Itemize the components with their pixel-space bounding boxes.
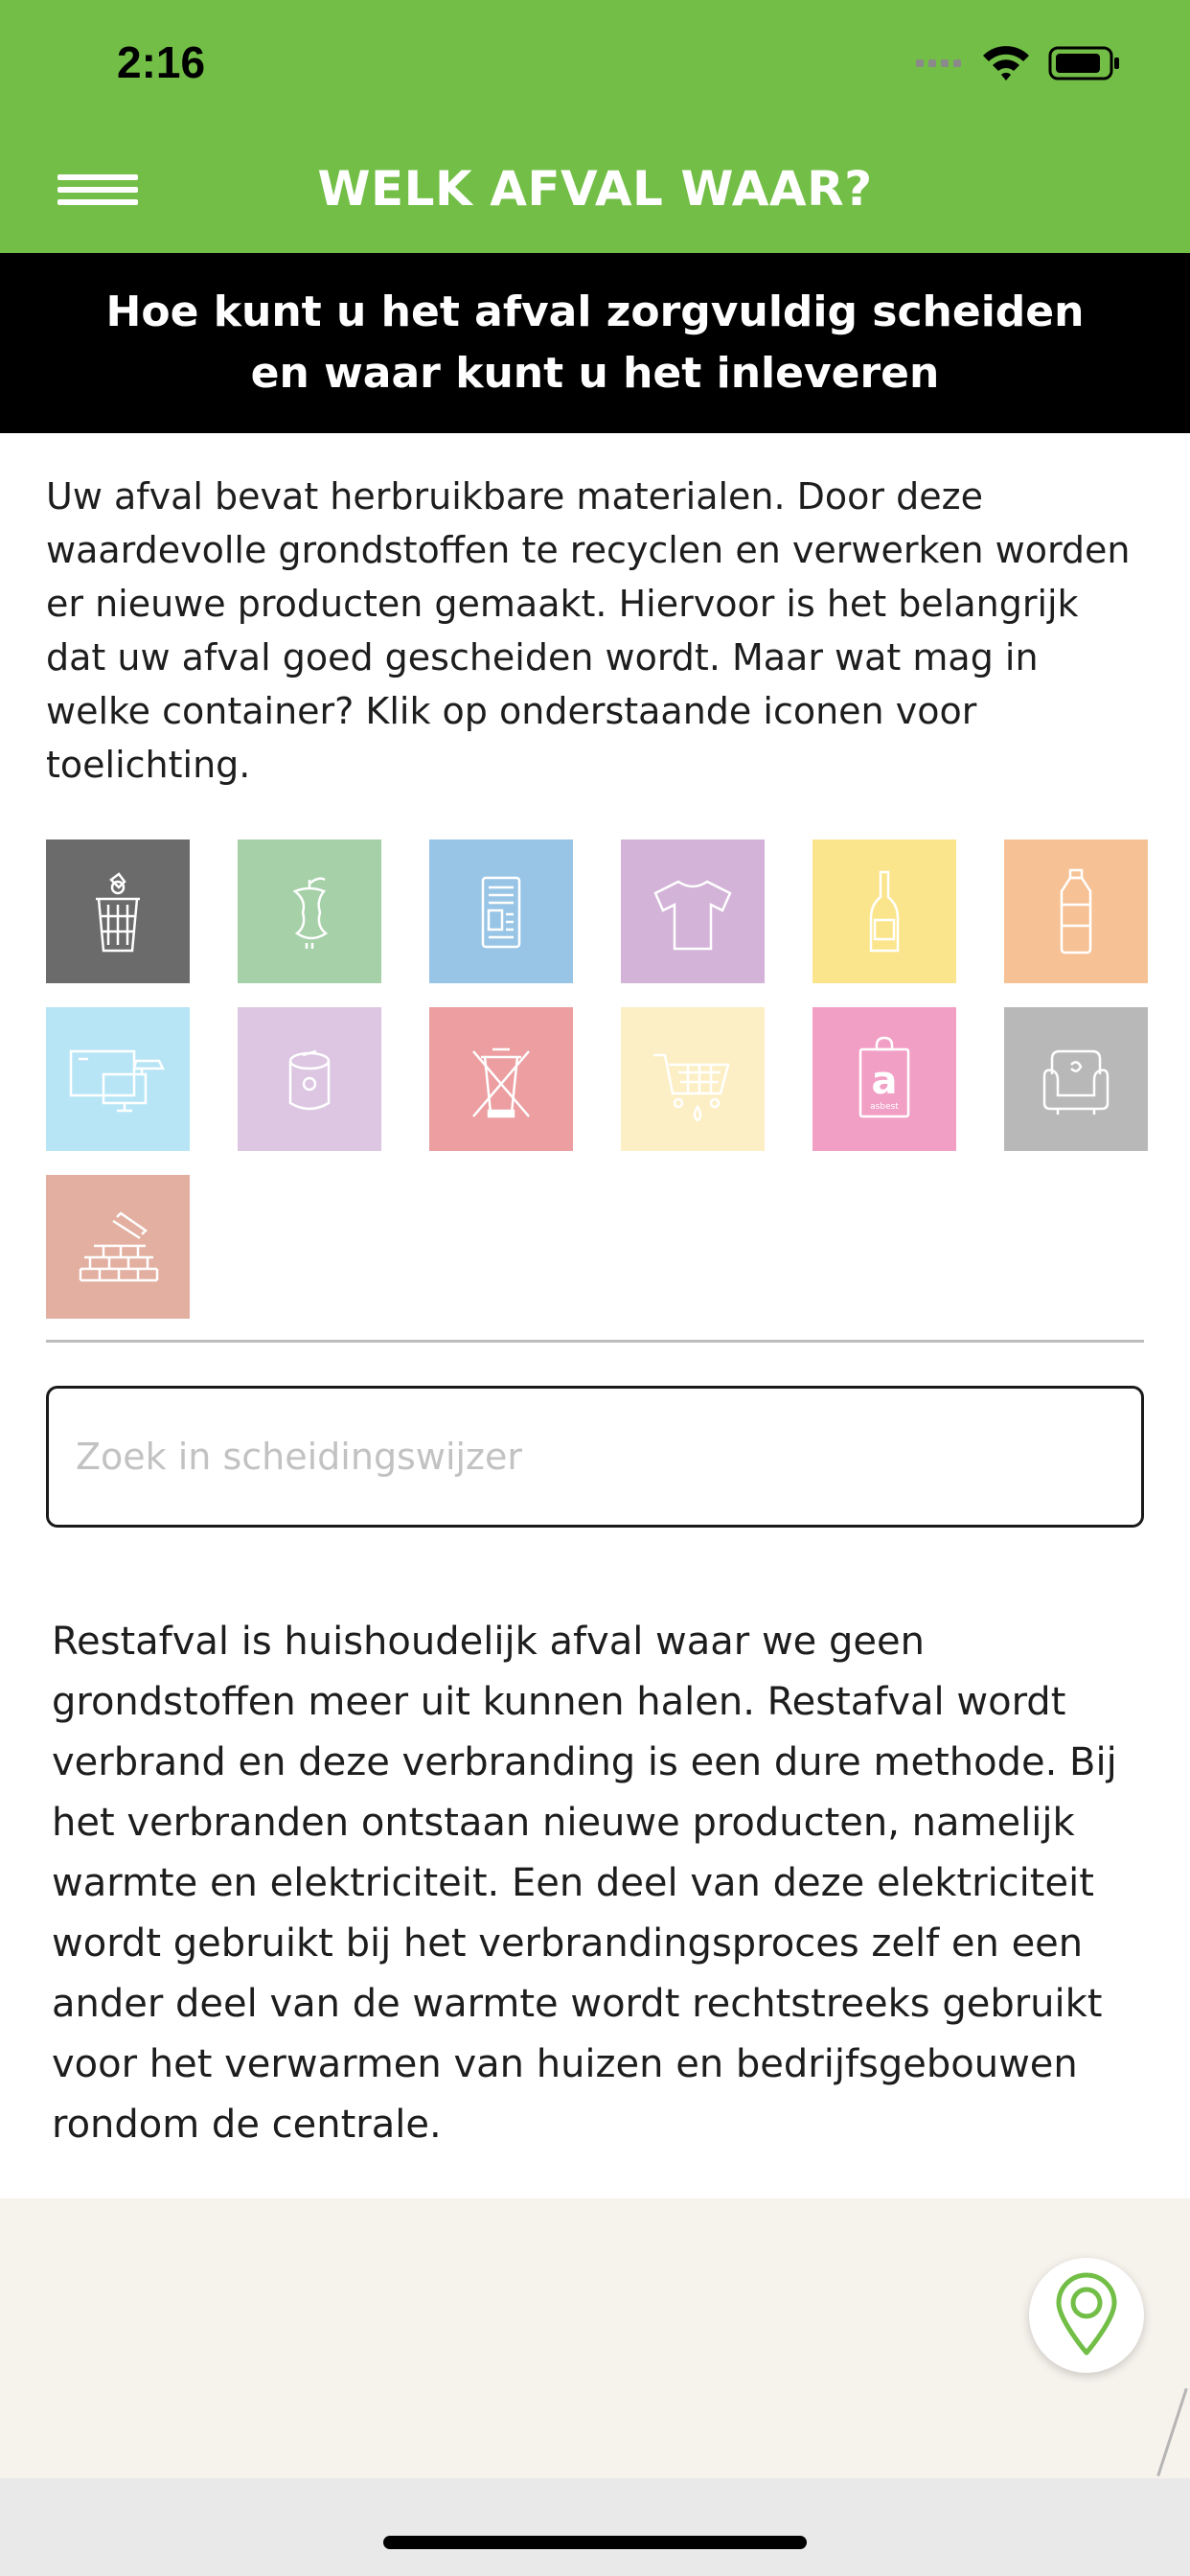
home-area [0,2478,1190,2576]
armchair-icon [1023,1026,1129,1132]
electronics-icon [65,1026,171,1132]
trash-bin-icon [65,859,171,964]
can-icon [257,1026,362,1132]
location-pin-icon [1051,2272,1122,2358]
category-tile-frituurvet[interactable] [621,1007,765,1151]
category-description: Restafval is huishoudelijk afval waar we geen grondstoffen meer uit kunnen halen. Restafval wordt verbrand en deze verbranding is een dure methode. Bij het verbranden ontstaan nieuwe producten, namelijk warmte en elektriciteit. Een deel van deze elektriciteit wordt gebruikt bij het verbrandingsproces zelf en een ander deel van de warmte wordt rechtstreeks gebruikt voor het verwarmen van huizen en bedrijfsgebouwen rondom de centrale. [52,1620,1117,2147]
nav-bar [0,134,1190,253]
category-tile-asbest[interactable] [812,1007,956,1151]
intro-text: Uw afval bevat herbruikbare materialen. Door deze waardevolle grondstoffen te recyclen en verwerken worden er nieuwe producten gemaakt. Hiervoor is het belangrijk dat uw afval goed gescheiden wordt. Maar wat mag in welke container? Klik op onderstaande iconen voor toelichting. [46,475,1131,786]
category-grid [46,840,1148,1319]
category-tile-kca[interactable] [429,1007,573,1151]
category-tile-glas[interactable] [812,840,956,983]
status-bar [0,0,1190,134]
page-title: WELK AFVAL WAAR? [317,161,873,217]
category-tile-elektronica[interactable] [46,1007,190,1151]
wifi-icon [983,46,1029,80]
category-tile-papier[interactable] [429,840,573,983]
category-tile-plastic[interactable] [1004,840,1148,983]
home-indicator[interactable] [383,2536,807,2549]
category-tile-blik[interactable] [238,1007,381,1151]
category-tile-gft[interactable] [238,840,381,983]
status-icons [916,42,1127,84]
footer-area [0,2198,1190,2478]
battery-icon [1050,48,1119,79]
glass-bottle-icon [832,859,937,964]
plastic-bottle-icon [1023,859,1129,964]
asbestos-icon [832,1026,937,1132]
category-tile-grofvuil[interactable] [1004,1007,1148,1151]
cellular-signal-icon [916,59,961,67]
shopping-cart-icon [640,1026,745,1132]
no-bin-icon [448,1026,554,1132]
apple-core-icon [257,859,362,964]
asbest-tile-label: asbest [870,1102,899,1112]
search-input[interactable] [46,1386,1144,1528]
header-banner [0,253,1190,433]
location-button[interactable] [1029,2258,1144,2373]
paper-icon [448,859,554,964]
banner-line-2: en waar kunt u het inleveren [250,349,940,398]
divider [46,1340,1144,1343]
bricks-icon [65,1194,171,1300]
svg-text:a: a [871,1059,898,1103]
banner-line-1: Hoe kunt u het afval zorgvuldig scheiden [105,288,1085,336]
category-tile-bouwafval[interactable] [46,1175,190,1319]
status-time: 2:16 [117,37,206,87]
category-tile-restafval[interactable] [46,840,190,983]
tshirt-icon [640,859,745,964]
category-tile-textiel[interactable] [621,840,765,983]
